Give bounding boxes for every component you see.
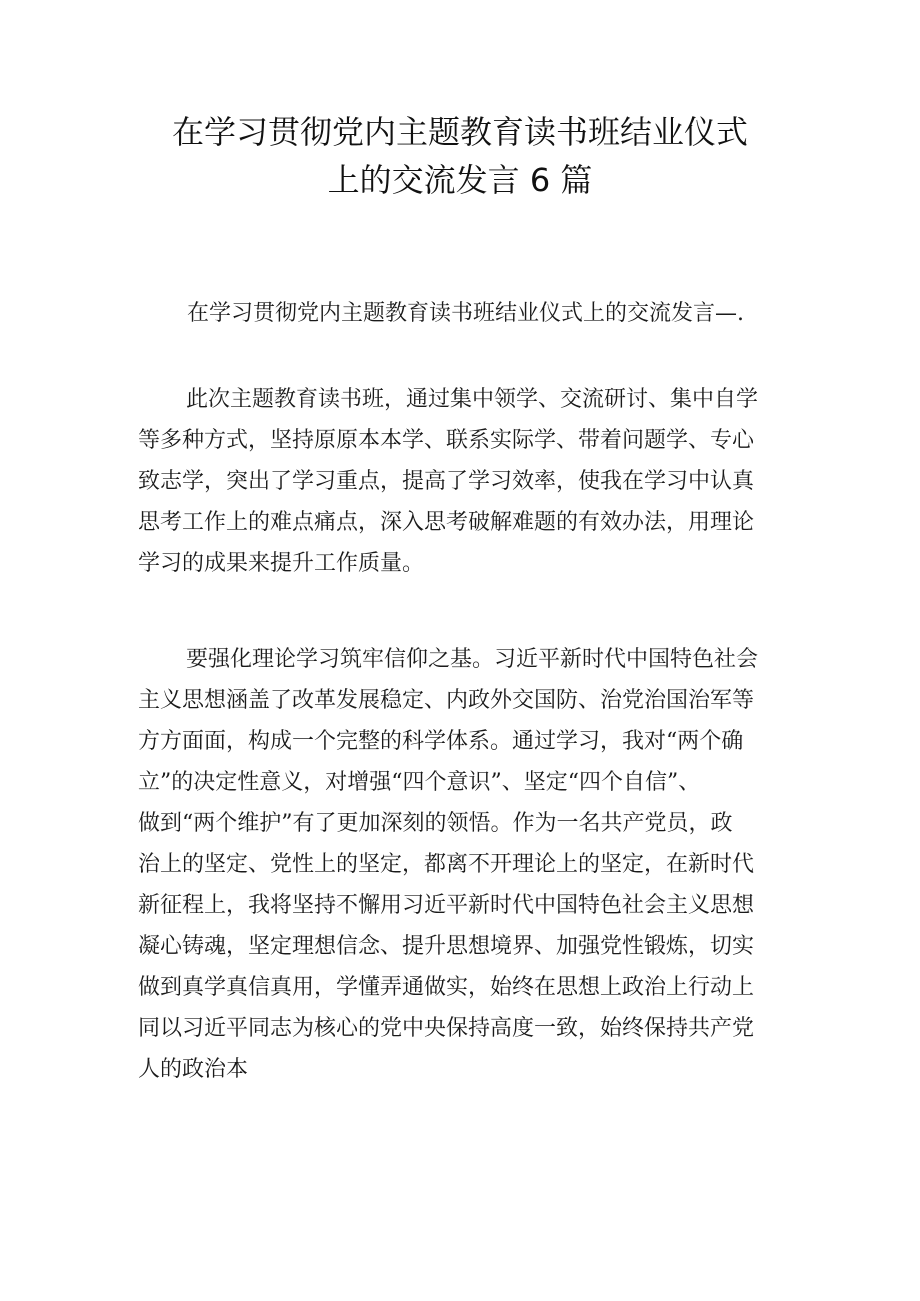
paragraph-line: 主义思想涵盖了改革发展稳定、内政外交国防、治党治国治军等 bbox=[138, 688, 755, 713]
paragraph-line: 学习的成果来提升工作质量。 bbox=[138, 551, 425, 576]
paragraph-line: 致志学，突出了学习重点，提高了学习效率，使我在学习中认真 bbox=[138, 469, 755, 494]
paragraph-1 bbox=[138, 379, 798, 584]
paragraph-line: 思考工作上的难点痛点，深入思考破解难题的有效办法，用理论 bbox=[138, 510, 755, 535]
paragraph-line: 治上的坚定、党性上的坚定，都离不开理论上的坚定，在新时代 bbox=[138, 852, 755, 877]
document-title bbox=[0, 108, 920, 204]
paragraph-line: 等多种方式，坚持原原本本学、联系实际学、带着问题学、专心 bbox=[138, 428, 755, 453]
section-heading: 在学习贯彻党内主题教育读书班结业仪式上的交流发言—. bbox=[187, 301, 744, 326]
paragraph-line: 要强化理论学习筑牢信仰之基。习近平新时代中国特色社会 bbox=[186, 647, 759, 672]
paragraph-line: 此次主题教育读书班，通过集中领学、交流研讨、集中自学 bbox=[186, 387, 759, 412]
paragraph-line: 方方面面，构成一个完整的科学体系。通过学习，我对“两个确 bbox=[138, 729, 744, 754]
paragraph-line: 新征程上，我将坚持不懈用习近平新时代中国特色社会主义思想 bbox=[138, 893, 755, 918]
paragraph-line: 做到“两个维护”有了更加深刻的领悟。作为一名共产党员，政 bbox=[138, 811, 733, 836]
paragraph-line: 立”的决定性意义，对增强“四个意识”、坚定“四个自信”、 bbox=[138, 770, 701, 795]
title-line-1: 在学习贯彻党内主题教育读书班结业仪式 bbox=[171, 113, 748, 151]
paragraph-2 bbox=[138, 639, 798, 1090]
paragraph-line: 凝心铸魂，坚定理想信念、提升思想境界、加强党性锻炼，切实 bbox=[138, 934, 755, 959]
paragraph-line: 人的政治本 bbox=[138, 1057, 249, 1082]
paragraph-line: 做到真学真信真用，学懂弄通做实，始终在思想上政治上行动上 bbox=[138, 975, 755, 1000]
paragraph-line: 同以习近平同志为核心的党中央保持高度一致，始终保持共产党 bbox=[138, 1016, 755, 1041]
title-line-2: 上的交流发言 6 篇 bbox=[327, 161, 593, 199]
